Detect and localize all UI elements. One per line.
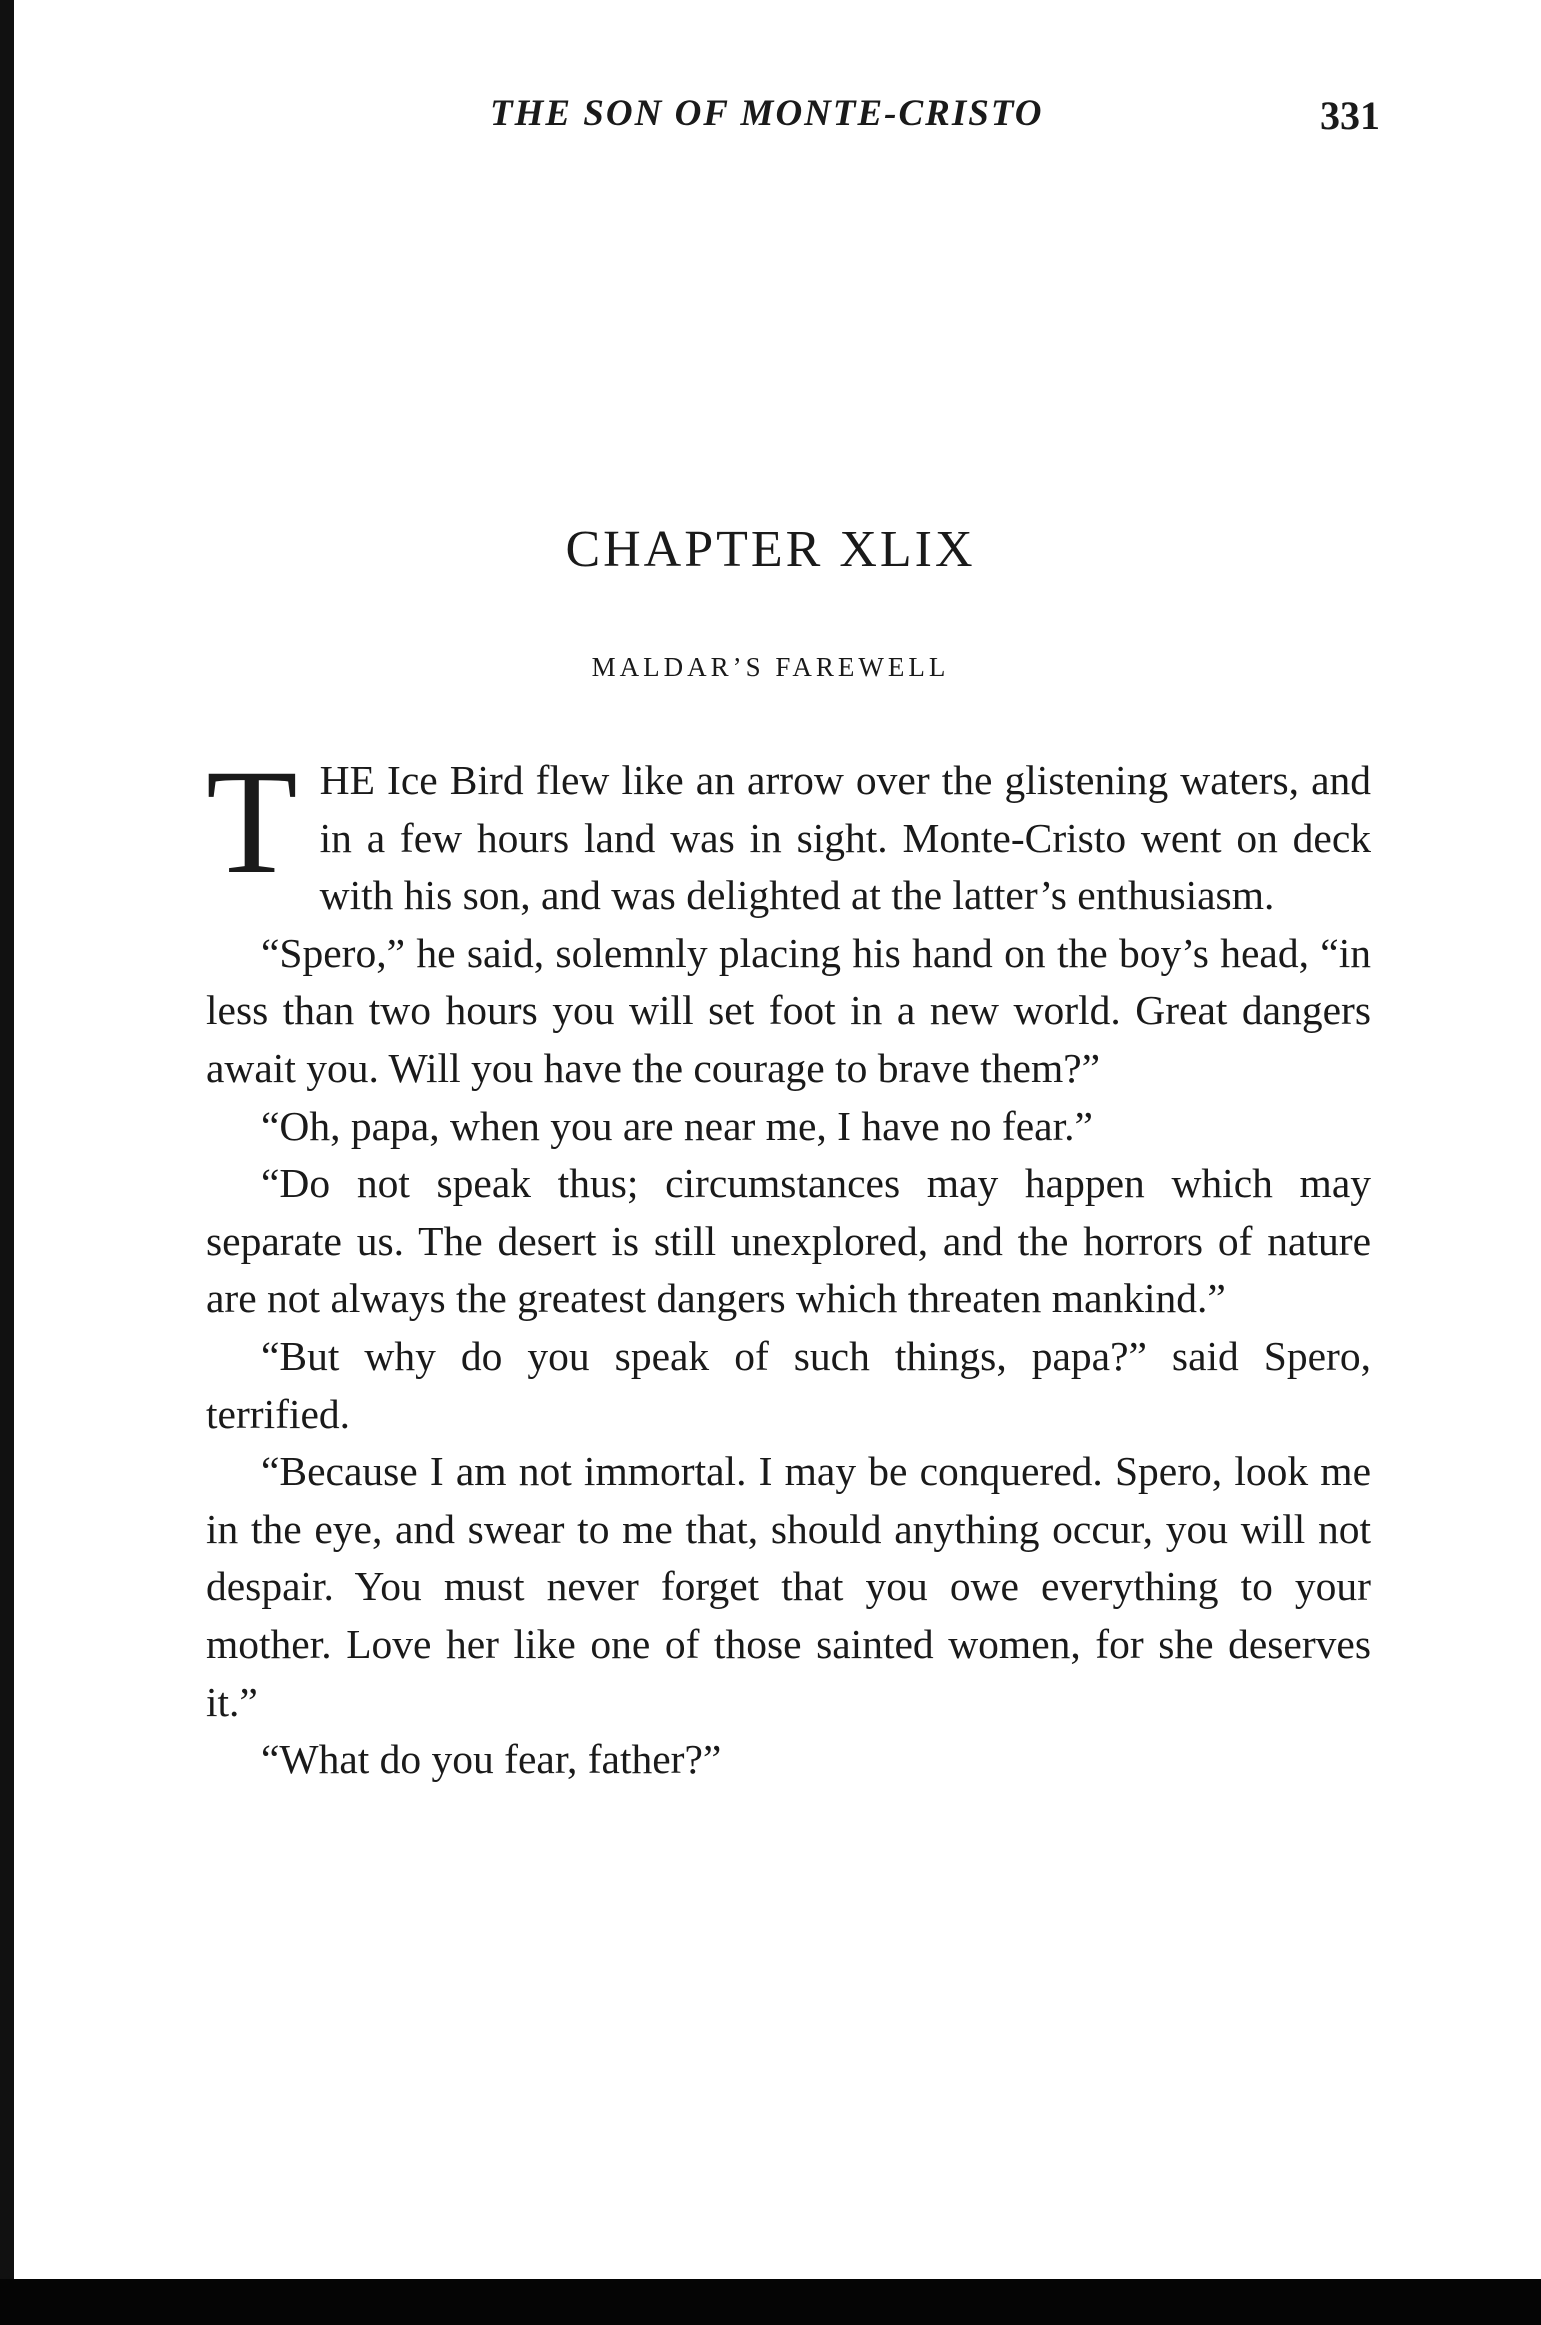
page-number: 331 (1320, 93, 1380, 138)
paragraph-4: “Do not speak thus; circumstances may happen which may separate us. The desert is still unexplored, and the horrors of nature are not always the greatest dangers which threaten mankind.” (206, 1160, 1371, 1322)
chapter-subtitle: MALDAR’S FAREWELL (591, 652, 950, 682)
paragraph-3: “Oh, papa, when you are near me, I have no fear.” (261, 1102, 1093, 1149)
paragraph-6: “Because I am not immortal. I may be conquered. Spero, look me in the eye, and swear to me that, should anything occur, you will not despair. You must never forget that you owe everything to your mother. Love her like one of those sainted women, for she deserves it.” (206, 1448, 1371, 1725)
running-title: THE SON OF MONTE-CRISTO (490, 93, 1044, 134)
chapter-body (206, 739, 1371, 1789)
chapter-title: CHAPTER XLIX (565, 521, 976, 578)
paragraph-1 (206, 739, 1371, 925)
binding-edge-shadow (0, 0, 14, 2325)
paragraph-1-text: HE Ice Bird flew like an arrow over the glistening waters, and in a few hours land was in sight. Monte-Cristo went on deck with his son, and was delighted at the latter’s enthusiasm. (319, 757, 1371, 919)
drop-cap: T (206, 739, 298, 905)
paragraph-2: “Spero,” he said, solemnly placing his hand on the boy’s head, “in less than two hours you will set foot in a new world. Great dangers await you. Will you have the courage to brave them?” (206, 929, 1371, 1091)
paragraph-5: “But why do you speak of such things, papa?” said Spero, terrified. (206, 1332, 1371, 1437)
paragraph-7: “What do you fear, father?” (261, 1736, 722, 1783)
running-head (200, 92, 1380, 152)
scan-bottom-edge (0, 2279, 1541, 2325)
